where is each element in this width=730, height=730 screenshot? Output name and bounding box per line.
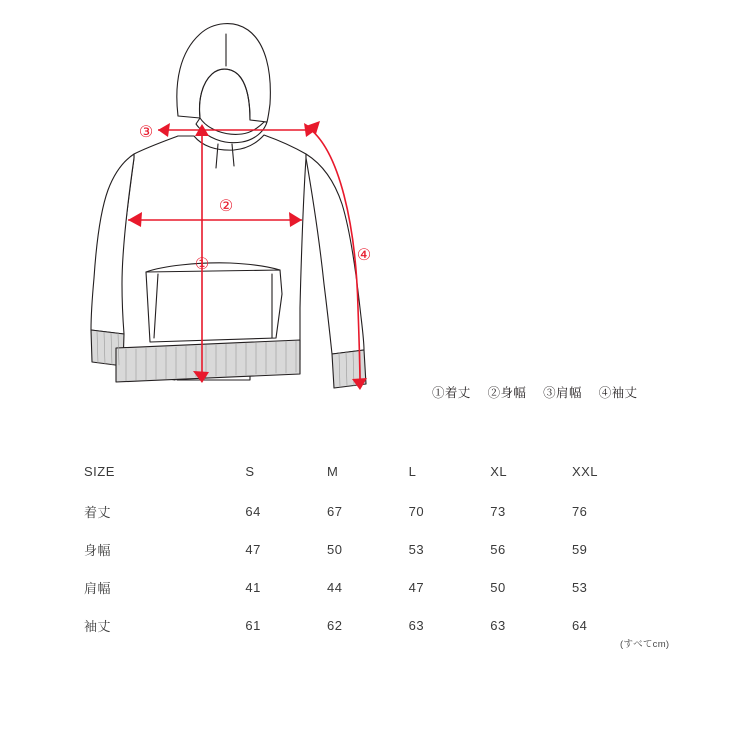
row-label: 身幅 [84, 542, 112, 558]
arrow-shoulder-left [158, 123, 170, 137]
cell-value: 64 [245, 503, 261, 519]
cell-value: 62 [326, 617, 343, 633]
row-label: 着丈 [84, 504, 112, 520]
column-header-xxl: XXL [571, 463, 599, 479]
row-label: 袖丈 [84, 618, 112, 634]
column-header-l: L [408, 463, 417, 479]
table-row [84, 530, 654, 568]
cell-value: 63 [408, 617, 425, 633]
right-sleeve [306, 154, 364, 354]
cell-value: 53 [571, 579, 588, 595]
cell-value: 63 [490, 617, 506, 633]
unit-note: (すべてcm) [620, 639, 670, 650]
cell-value: 47 [245, 541, 261, 557]
marker-4: ④ [356, 247, 372, 265]
legend-item-2: ②身幅 [487, 386, 527, 400]
marker-3: ③ [138, 124, 154, 142]
column-header-m: M [326, 463, 339, 479]
column-header-size: SIZE [84, 463, 115, 479]
pocket [146, 270, 282, 342]
cell-value: 70 [408, 503, 425, 519]
legend-item-4: ④袖丈 [598, 386, 638, 400]
cell-value: 41 [245, 579, 261, 595]
column-header-s: S [245, 463, 255, 479]
legend-item-3: ③肩幅 [543, 386, 582, 400]
cell-value: 56 [490, 541, 506, 557]
size-table [84, 452, 654, 644]
cell-value: 67 [326, 503, 343, 519]
cell-value: 44 [326, 579, 343, 595]
table-row [84, 606, 654, 644]
legend [432, 383, 637, 401]
column-header-xl: XL [490, 463, 508, 479]
marker-2: ② [218, 198, 234, 216]
cell-value: 76 [571, 503, 588, 519]
hoodie-diagram [50, 8, 390, 438]
cell-value: 50 [326, 541, 343, 557]
table-row [84, 492, 654, 530]
cell-value: 53 [408, 541, 425, 557]
bottom-hem [116, 340, 300, 382]
marker-1: ① [194, 256, 210, 274]
table-header-row [84, 452, 654, 492]
cell-value: 61 [245, 617, 261, 633]
cell-value: 64 [571, 617, 588, 633]
hoodie-svg [50, 8, 390, 438]
cell-value: 50 [490, 579, 506, 595]
hood-outer [177, 24, 271, 122]
legend-item-1: ①着丈 [432, 386, 471, 400]
table-row [84, 568, 654, 606]
cell-value: 47 [408, 579, 425, 595]
row-label: 肩幅 [84, 580, 112, 596]
cell-value: 73 [490, 503, 506, 519]
cell-value: 59 [571, 541, 588, 557]
